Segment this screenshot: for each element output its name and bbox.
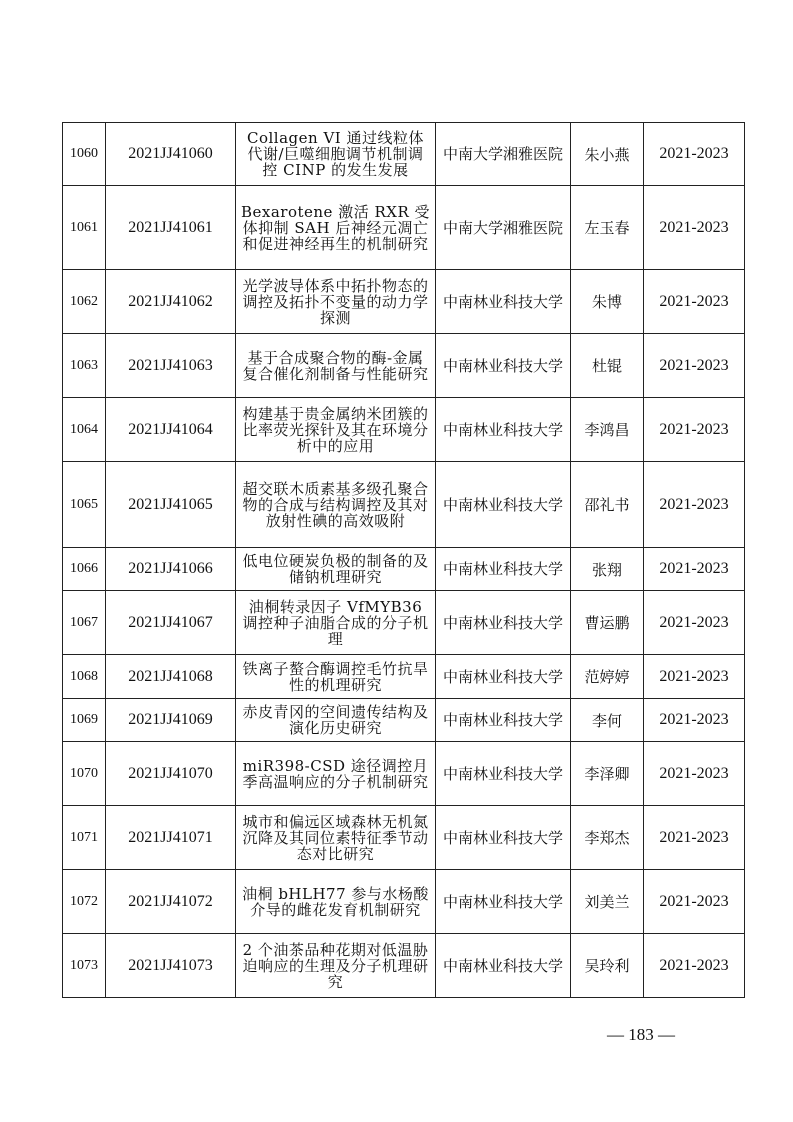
cell-institution: 中南林业科技大学 [436,398,571,462]
cell-project-title: 油桐 bHLH77 参与水杨酸介导的雌花发育机制研究 [236,870,436,934]
cell-project-code: 2021JJ41065 [106,462,236,548]
cell-leader: 曹运鹏 [571,591,644,655]
cell-project-title: 油桐转录因子 VfMYB36 调控种子油脂合成的分子机理 [236,591,436,655]
cell-leader: 范婷婷 [571,655,644,699]
cell-project-code: 2021JJ41060 [106,123,236,186]
cell-leader: 李何 [571,699,644,742]
cell-leader: 李鸿昌 [571,398,644,462]
cell-project-title: Bexarotene 激活 RXR 受体抑制 SAH 后神经元凋亡和促进神经再生的机制研究 [236,186,436,270]
cell-project-code: 2021JJ41064 [106,398,236,462]
cell-institution: 中南林业科技大学 [436,270,571,334]
cell-period: 2021-2023 [644,186,745,270]
cell-number: 1063 [63,334,106,398]
cell-institution: 中南林业科技大学 [436,870,571,934]
cell-number: 1062 [63,270,106,334]
table-row [63,655,745,699]
table-row [63,870,745,934]
cell-number: 1068 [63,655,106,699]
table-row [63,186,745,270]
cell-period: 2021-2023 [644,870,745,934]
cell-period: 2021-2023 [644,462,745,548]
cell-project-code: 2021JJ41070 [106,742,236,806]
cell-period: 2021-2023 [644,398,745,462]
cell-leader: 邵礼书 [571,462,644,548]
cell-institution: 中南林业科技大学 [436,548,571,591]
cell-institution: 中南林业科技大学 [436,655,571,699]
cell-project-title: 低电位硬炭负极的制备的及储钠机理研究 [236,548,436,591]
table-body [63,123,745,998]
cell-project-code: 2021JJ41072 [106,870,236,934]
table-row [63,699,745,742]
cell-project-code: 2021JJ41068 [106,655,236,699]
cell-project-title: Collagen VI 通过线粒体代谢/巨噬细胞调节机制调控 CINP 的发生发展 [236,123,436,186]
cell-number: 1065 [63,462,106,548]
cell-project-code: 2021JJ41066 [106,548,236,591]
cell-project-code: 2021JJ41071 [106,806,236,870]
cell-project-code: 2021JJ41061 [106,186,236,270]
cell-period: 2021-2023 [644,548,745,591]
cell-institution: 中南林业科技大学 [436,934,571,998]
cell-project-title: 铁离子螯合酶调控毛竹抗旱性的机理研究 [236,655,436,699]
cell-period: 2021-2023 [644,699,745,742]
table-row [63,742,745,806]
cell-leader: 吴玲利 [571,934,644,998]
cell-institution: 中南林业科技大学 [436,806,571,870]
cell-project-code: 2021JJ41073 [106,934,236,998]
cell-project-title: 2 个油茶品种花期对低温胁迫响应的生理及分子机理研究 [236,934,436,998]
cell-number: 1061 [63,186,106,270]
cell-leader: 李泽卿 [571,742,644,806]
cell-leader: 刘美兰 [571,870,644,934]
cell-project-code: 2021JJ41062 [106,270,236,334]
cell-number: 1069 [63,699,106,742]
cell-number: 1072 [63,870,106,934]
page-number-footer [0,1025,793,1045]
cell-project-title: 基于合成聚合物的酶-金属复合催化剂制备与性能研究 [236,334,436,398]
table-row [63,591,745,655]
cell-period: 2021-2023 [644,742,745,806]
cell-institution: 中南林业科技大学 [436,699,571,742]
table-row [63,123,745,186]
cell-project-title: miR398-CSD 途径调控月季高温响应的分子机制研究 [236,742,436,806]
project-table [62,122,745,998]
cell-period: 2021-2023 [644,655,745,699]
cell-institution: 中南林业科技大学 [436,462,571,548]
table-row [63,398,745,462]
table-row [63,270,745,334]
cell-institution: 中南林业科技大学 [436,334,571,398]
cell-number: 1071 [63,806,106,870]
cell-period: 2021-2023 [644,806,745,870]
cell-institution: 中南林业科技大学 [436,742,571,806]
cell-project-title: 城市和偏远区域森林无机氮沉降及其同位素特征季节动态对比研究 [236,806,436,870]
cell-project-title: 超交联木质素基多级孔聚合物的合成与结构调控及其对放射性碘的高效吸附 [236,462,436,548]
cell-number: 1060 [63,123,106,186]
cell-number: 1064 [63,398,106,462]
cell-leader: 张翔 [571,548,644,591]
cell-institution: 中南林业科技大学 [436,591,571,655]
cell-number: 1066 [63,548,106,591]
cell-number: 1070 [63,742,106,806]
cell-leader: 李郑杰 [571,806,644,870]
cell-project-code: 2021JJ41063 [106,334,236,398]
cell-period: 2021-2023 [644,270,745,334]
cell-institution: 中南大学湘雅医院 [436,123,571,186]
cell-leader: 朱博 [571,270,644,334]
cell-period: 2021-2023 [644,123,745,186]
page-number: — 183 — [607,1025,675,1044]
cell-leader: 杜锟 [571,334,644,398]
cell-period: 2021-2023 [644,334,745,398]
table-row [63,334,745,398]
cell-number: 1073 [63,934,106,998]
cell-project-code: 2021JJ41067 [106,591,236,655]
cell-project-title: 构建基于贵金属纳米团簇的比率荧光探针及其在环境分析中的应用 [236,398,436,462]
cell-period: 2021-2023 [644,591,745,655]
cell-project-title: 光学波导体系中拓扑物态的调控及拓扑不变量的动力学探测 [236,270,436,334]
cell-period: 2021-2023 [644,934,745,998]
table-row [63,806,745,870]
cell-project-code: 2021JJ41069 [106,699,236,742]
cell-number: 1067 [63,591,106,655]
cell-leader: 左玉春 [571,186,644,270]
cell-leader: 朱小燕 [571,123,644,186]
table-row [63,934,745,998]
table-row [63,548,745,591]
table-row [63,462,745,548]
cell-institution: 中南大学湘雅医院 [436,186,571,270]
cell-project-title: 赤皮青冈的空间遗传结构及演化历史研究 [236,699,436,742]
